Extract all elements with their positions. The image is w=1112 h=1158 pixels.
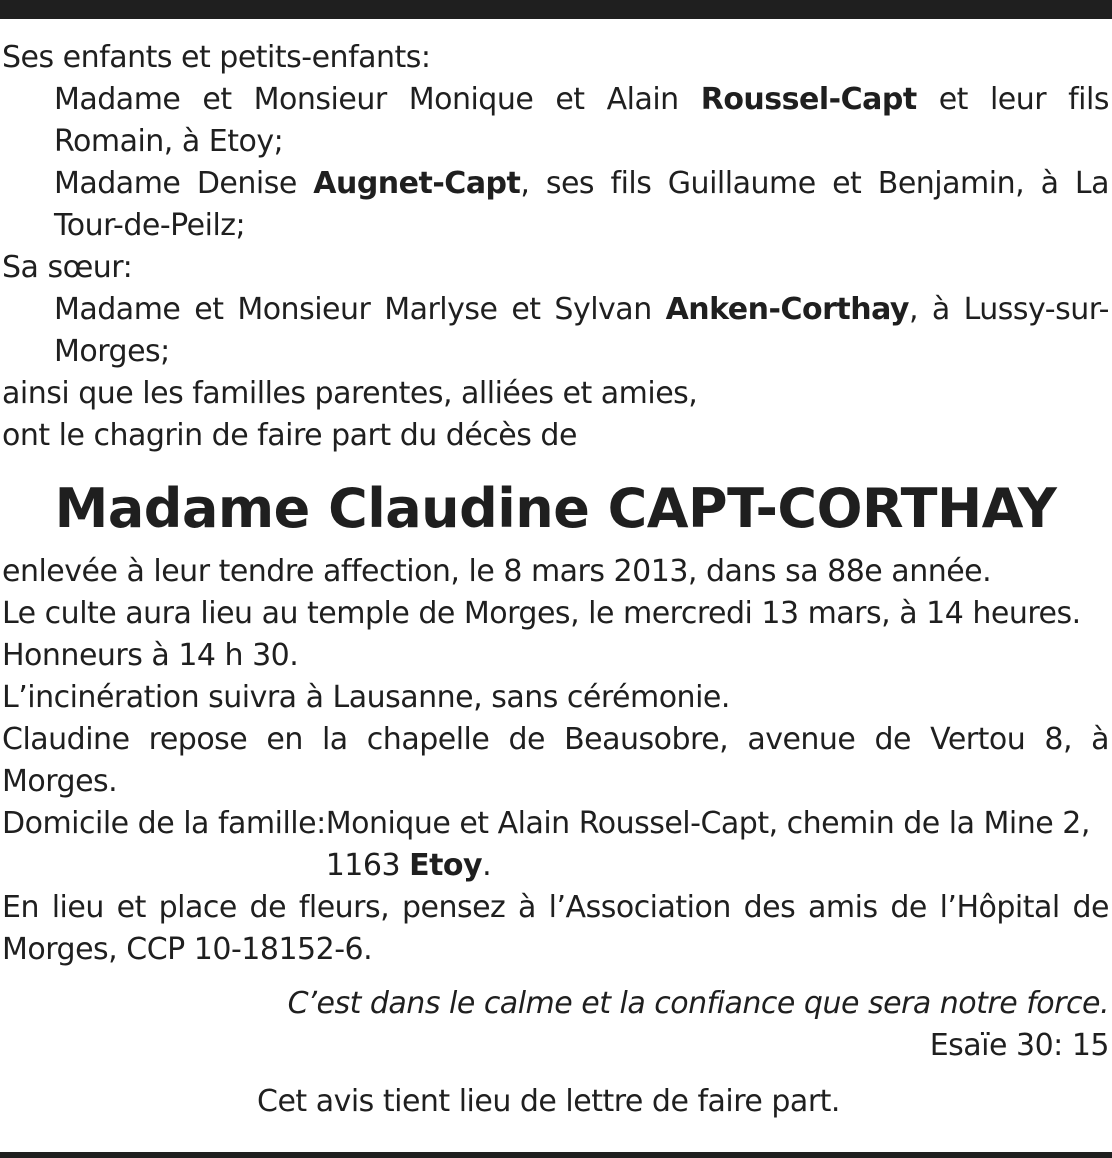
honours-details: Honneurs à 14 h 30. [2, 638, 299, 673]
death-details: enlevée à leur tendre affection, le 8 mars 2013, dans sa 88e année. [2, 554, 992, 589]
family-surname: Anken-Corthay [665, 292, 909, 327]
family-surname: Augnet-Capt [313, 166, 521, 201]
bible-quote: C’est dans le calme et la confiance que sera notre force. [287, 986, 1109, 1021]
entry-text: Madame Denise [54, 166, 314, 201]
family-entry-anken [2, 289, 1109, 373]
family-entry-roussel [2, 79, 1109, 163]
flowers-donation: En lieu et place de fleurs, pensez à l’Association des amis de l’Hôpital de Morges, CCP 10-18152-6. [2, 890, 1109, 967]
sister-heading: Sa sœur: [2, 250, 133, 285]
domicile-label: Domicile de la famille: [2, 806, 326, 841]
entry-text: Madame et Monsieur Monique et Alain [54, 82, 701, 117]
entry-text: , à Lussy-sur-Morges; [54, 292, 1109, 369]
family-entry-augnet [2, 163, 1109, 247]
domicile-city: Etoy [409, 848, 483, 883]
entry-text: Madame et Monsieur Marlyse et Sylvan [54, 292, 666, 327]
entry-text: , ses fils Guillaume et Benjamin, à La Tour-de-Peilz; [54, 166, 1109, 243]
quote-reference: Esaïe 30: 15 [929, 1028, 1109, 1063]
bottom-rule [0, 1152, 1112, 1158]
family-domicile [2, 803, 1109, 887]
service-details: Le culte aura lieu au temple de Morges, le mercredi 13 mars, à 14 heures. [2, 596, 1081, 631]
domicile-end: . [482, 848, 492, 883]
closing-note: Cet avis tient lieu de lettre de faire part. [257, 1084, 840, 1119]
entry-text: et leur fils Romain, à Etoy; [54, 82, 1109, 159]
family-surname: Roussel-Capt [700, 82, 917, 117]
children-heading: Ses enfants et petits-enfants: [2, 40, 431, 75]
notice-body [2, 37, 1109, 1123]
top-rule [0, 0, 1112, 19]
domicile-address [326, 803, 1109, 887]
resting-place: Claudine repose en la chapelle de Beausobre, avenue de Vertou 8, à Morges. [2, 722, 1109, 799]
cremation-details: L’incinération suivra à Lausanne, sans cérémonie. [2, 680, 730, 715]
deceased-name: Madame Claudine CAPT-CORTHAY [54, 477, 1057, 540]
domicile-street: Monique et Alain Roussel-Capt, chemin de la Mine 2, 1163 [325, 806, 1090, 883]
announcement: ont le chagrin de faire part du décès de [2, 418, 577, 453]
other-families: ainsi que les familles parentes, alliées et amies, [2, 376, 698, 411]
